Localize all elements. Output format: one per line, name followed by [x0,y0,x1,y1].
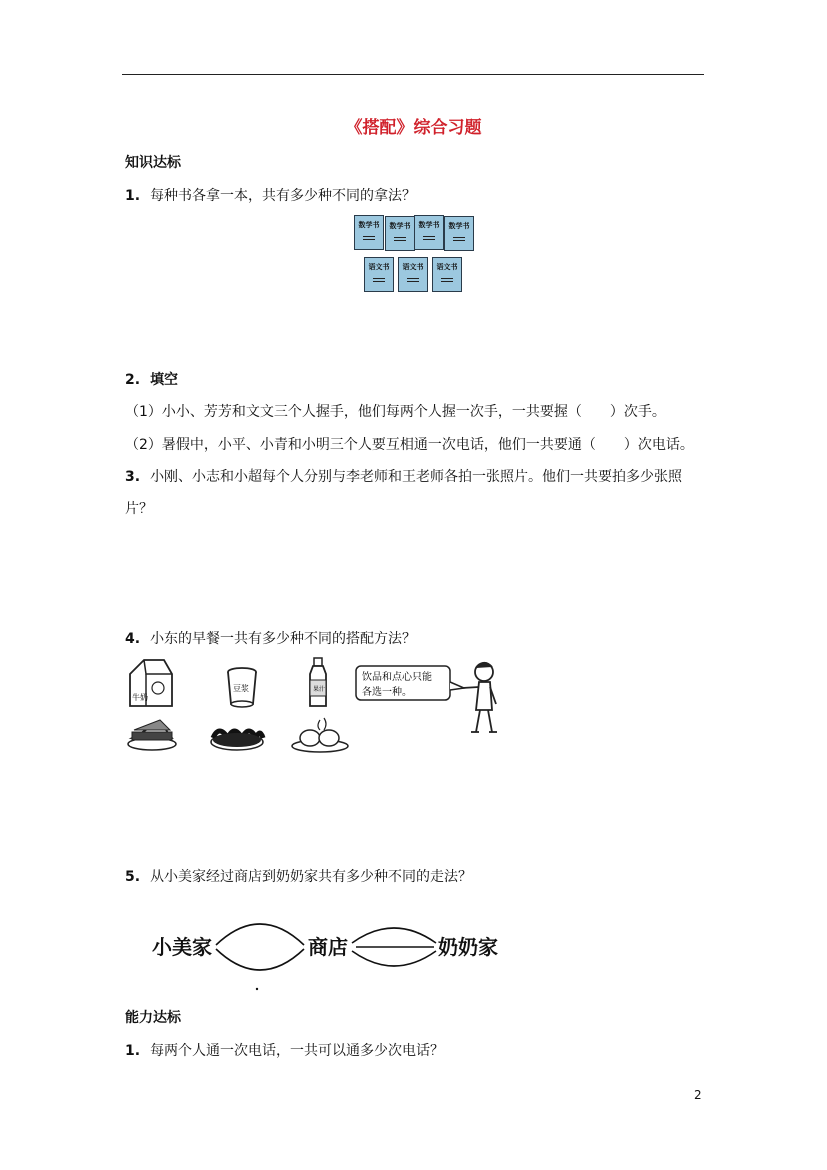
chinese-book: 语文书 [364,257,394,292]
route-diagram [150,905,510,995]
speech-bubble [356,666,464,700]
math-book: 数学书 [354,215,384,250]
route-path-lower [216,949,304,970]
juice-bottle-icon [310,658,326,706]
route-start: 小美家 [152,935,212,959]
question-1 [125,185,416,205]
soy-milk-cup-icon [228,668,256,707]
question-2 [125,369,178,389]
milk-carton-icon [130,660,172,706]
page-title: 《搭配》综合习题 [345,118,482,138]
route-path-top [352,928,436,943]
chinese-book: 语文书 [398,257,428,292]
svg-text:豆浆: 豆浆 [233,684,249,693]
question-text: 填空 [150,372,179,388]
svg-text:各选一种。: 各选一种。 [362,687,412,698]
question-5 [125,866,472,886]
section-heading-ability: 能力达标 [125,1010,181,1026]
chinese-book: 语文书 [432,257,462,292]
route-mid: 商店 [308,935,348,959]
section-heading-basic: 知识达标 [125,155,181,171]
question-text: 从小美家经过商店到奶奶家共有多少种不同的走法？ [150,869,473,885]
question-ability-1 [125,1040,444,1060]
question-2-sub-2: （2）暑假中，小平、小青和小明三个人要互相通一次电话，他们一共要通（ ）次电话。 [125,437,694,453]
svg-text:果汁: 果汁 [313,686,326,693]
question-text: 每种书各拿一本，共有多少种不同的拿法？ [150,188,417,204]
route-path-upper [216,924,304,945]
question-number: 2. [125,372,141,388]
math-book: 数学书 [414,215,444,250]
question-2-sub-1: （1）小小、芳芳和文文三个人握手，他们每两个人握一次手，一共要握（ ）次手。 [125,404,666,420]
question-number: 1. [125,188,141,204]
noodles-icon [211,731,263,750]
question-number: 4. [125,631,141,647]
steamed-buns-icon [292,718,348,752]
question-4 [125,628,416,648]
books-illustration [350,212,480,292]
question-3 [125,466,682,486]
breakfast-illustration [124,652,504,762]
boy-figure [462,663,497,732]
svg-text:饮品和点心只能: 饮品和点心只能 [362,672,432,683]
route-end: 奶奶家 [438,935,498,959]
cake-slice-icon [128,720,176,750]
math-book: 数学书 [385,216,415,251]
question-number: 1. [125,1043,141,1059]
question-number: 5. [125,869,141,885]
page-number: 2 [694,1088,702,1102]
question-number: 3. [125,469,141,485]
header-rule [122,74,704,75]
route-path-bottom [352,951,436,966]
math-book: 数学书 [444,216,474,251]
svg-text:牛奶: 牛奶 [132,693,148,702]
question-3-line-2: 片？ [125,501,153,517]
question-text: 每两个人通一次电话，一共可以通多少次电话？ [150,1043,445,1059]
question-text: 小刚、小志和小超每个人分别与李老师和王老师各拍一张照片。他们一共要拍多少张照 [150,469,683,485]
question-text: 小东的早餐一共有多少种不同的搭配方法？ [150,631,417,647]
